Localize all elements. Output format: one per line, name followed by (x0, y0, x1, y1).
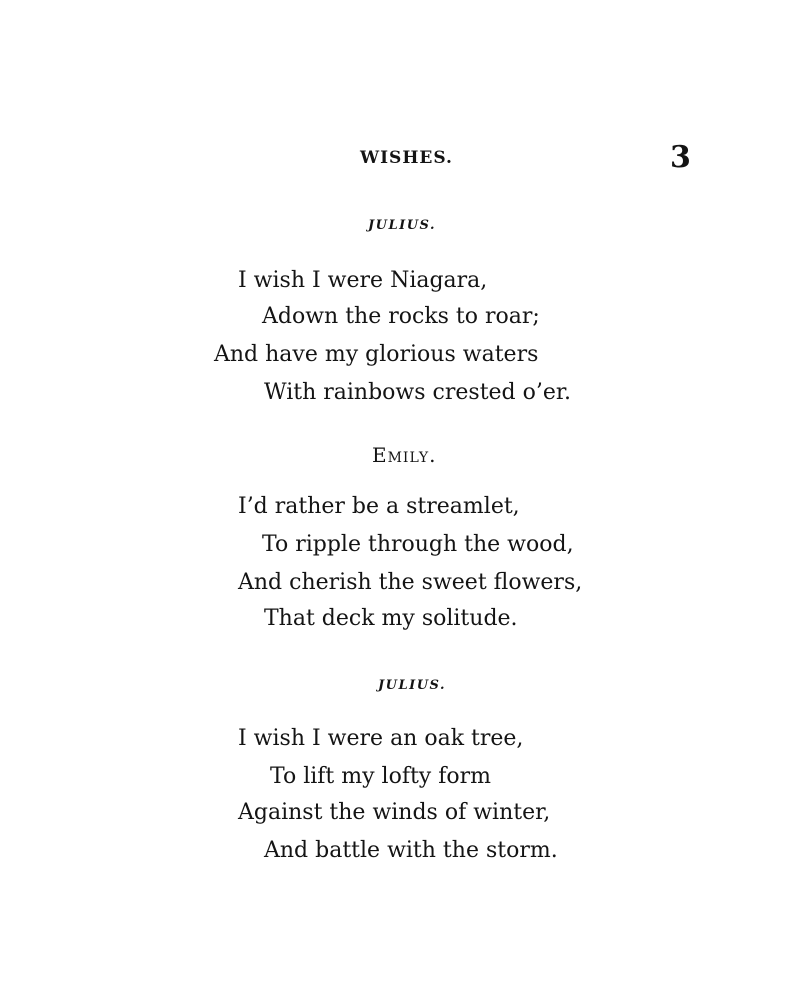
verse-line: I wish I were Niagara, (238, 268, 488, 293)
verse-line: Adown the rocks to roar; (262, 304, 540, 329)
verse-line: With rainbows crested o’er. (264, 380, 571, 405)
page-number: 3 (670, 140, 691, 175)
verse-line: I wish I were an oak tree, (238, 726, 524, 751)
verse-line: And cherish the sweet flowers, (238, 570, 583, 595)
speaker-label-julius: JULIUS. (378, 678, 446, 693)
speaker-label-emily: Emily. (372, 443, 437, 467)
verse-line: And battle with the storm. (264, 838, 558, 863)
speaker-label-julius: JULIUS. (368, 218, 436, 233)
verse-line: To ripple through the wood, (262, 532, 574, 557)
verse-line: I’d rather be a streamlet, (238, 494, 520, 519)
running-title: WISHES. (360, 148, 453, 168)
verse-line: Against the winds of winter, (238, 800, 551, 825)
verse-line: And have my glorious waters (214, 342, 539, 367)
verse-line: To lift my lofty form (270, 764, 491, 789)
verse-line: That deck my solitude. (264, 606, 518, 631)
